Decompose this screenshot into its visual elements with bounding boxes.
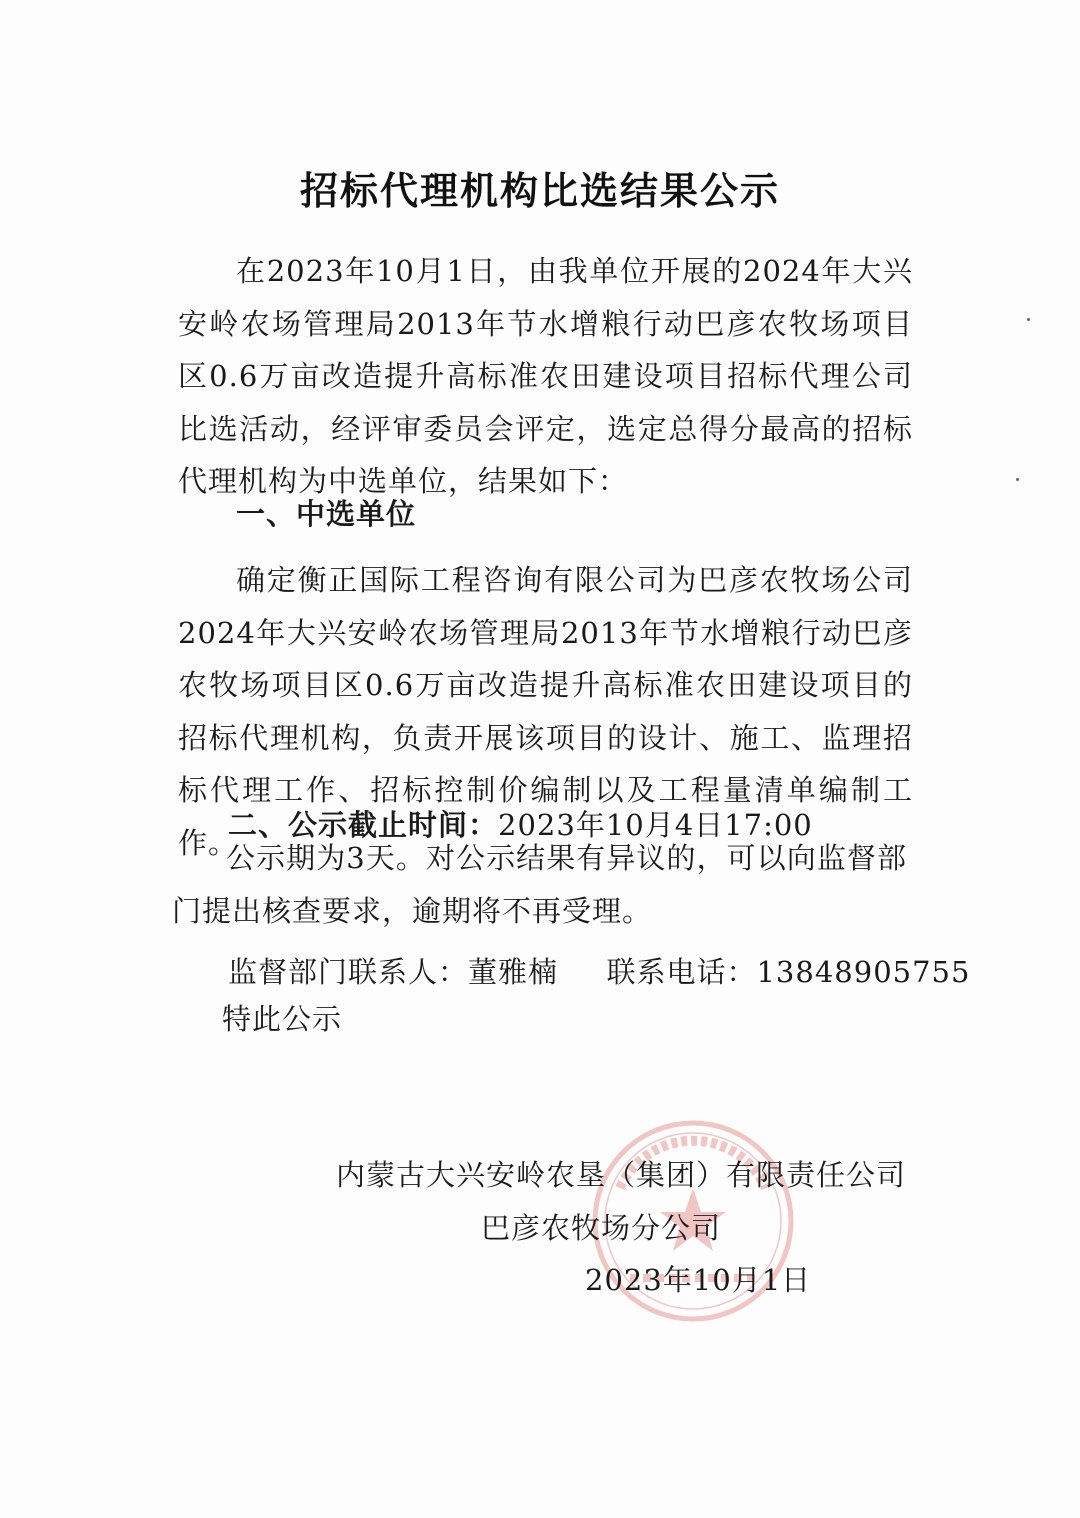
section2-body: 公示期为3天。对公示结果有异议的，可以向监督部门提出核查要求，逾期将不再受理。 — [172, 841, 907, 928]
intro-paragraph: 在2023年10月1日，由我单位开展的2024年大兴安岭农场管理局2013年节水增粮行动巴彦农牧场项目区0.6万亩改造提升高标准农田建设项目招标代理公司比选活动，经评审委员会评定，选定总得分最高的招标代理机构为中选单位，结果如下： — [178, 254, 913, 498]
phone-number: 13848905755 — [756, 955, 971, 989]
signature-branch: 巴彦农牧场分公司 — [481, 1211, 722, 1245]
contact-row — [228, 950, 970, 991]
document-title: 招标代理机构比选结果公示 — [299, 169, 780, 213]
contact-label: 监督部门联系人： — [228, 955, 469, 989]
signature-company: 内蒙古大兴安岭农垦（集团）有限责任公司 — [336, 1158, 907, 1192]
scan-speck — [1027, 318, 1030, 321]
section1-heading: 一、中选单位 — [236, 497, 417, 531]
closing-text: 特此公示 — [222, 1002, 343, 1036]
contact-name: 董雅楠 — [468, 955, 559, 989]
section2-heading: 二、公示截止时间： — [228, 808, 499, 842]
scan-speck — [1016, 478, 1019, 481]
phone-label: 联系电话： — [606, 955, 757, 989]
signature-date: 2023年10月1日 — [585, 1263, 812, 1297]
deadline-value: 2023年10月4日17:00 — [498, 808, 813, 842]
section1-body: 确定衡正国际工程咨询有限公司为巴彦农牧场公司2024年大兴安岭农场管理局2013年节水增粮行动巴彦农牧场项目区0.6万亩改造提升高标准农田建设项目的招标代理机构，负责开展该项目的设计、施工、监理招标代理工作、招标控制价编制以及工程量清单编制工作。 — [178, 563, 913, 860]
